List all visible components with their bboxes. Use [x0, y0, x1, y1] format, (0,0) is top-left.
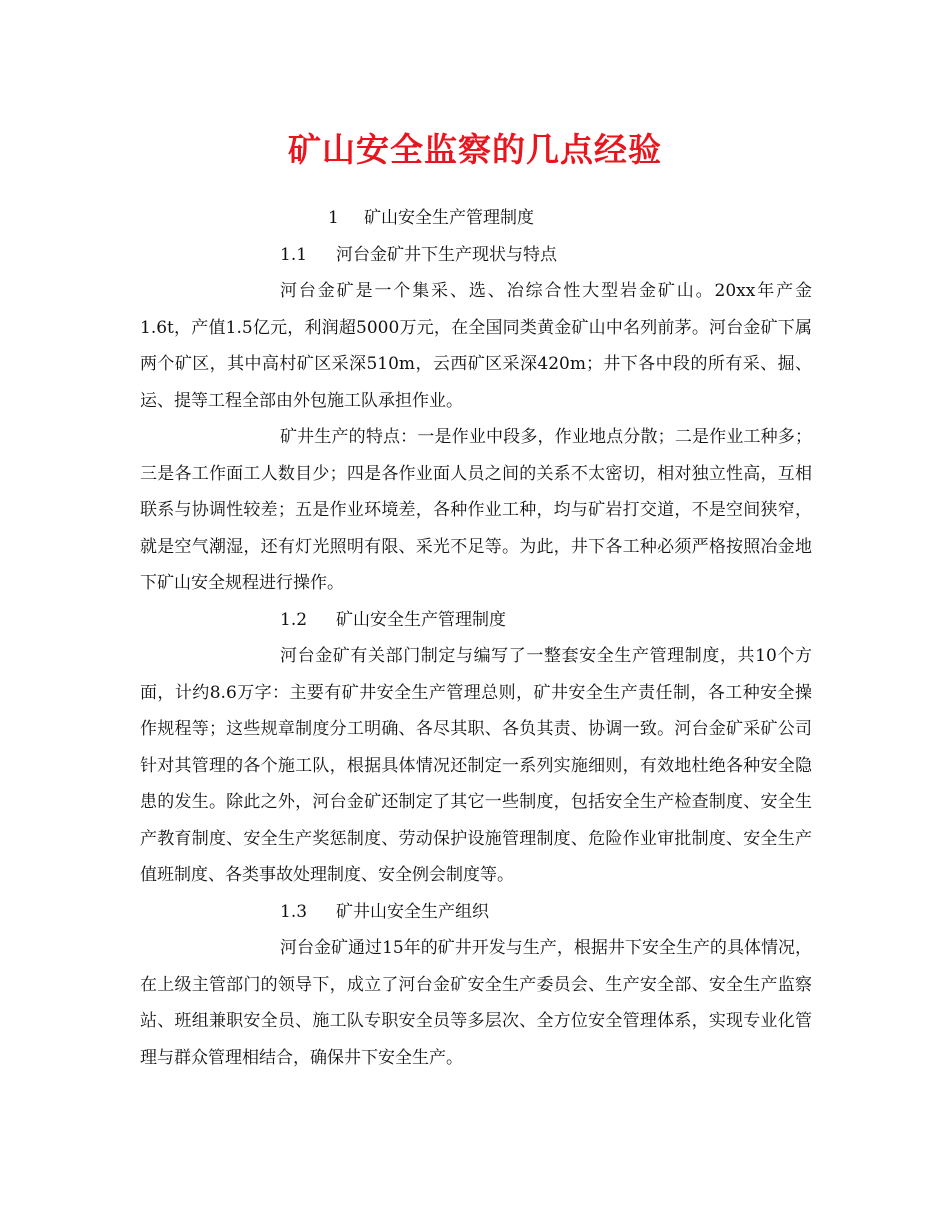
paragraph: 河台金矿是一个集采、选、冶综合性大型岩金矿山。20xx年产金1.6t，产值1.5亿元，利润超5000万元，在全国同类黄金矿山中名列前茅。河台金矿下属两个矿区，其中高村矿区采深510m，云西矿区采深420m；井下各中段的所有采、掘、运、提等工程全部由外包施工队承担作业。	[140, 281, 812, 411]
section-title: 矿山安全生产管理制度	[336, 609, 506, 630]
section-heading-1-2	[140, 602, 812, 639]
document-title: 矿山安全监察的几点经验	[288, 130, 662, 169]
section-number: 1.2	[280, 609, 308, 630]
section-title: 矿井山安全生产组织	[336, 901, 489, 922]
section-heading-1-3	[140, 894, 812, 931]
section-title: 河台金矿井下生产现状与特点	[336, 244, 557, 265]
section-number: 1	[328, 208, 339, 228]
paragraph: 矿井生产的特点：一是作业中段多，作业地点分散；二是作业工种多；三是各工作面工人数目少；四是各作业面人员之间的关系不太密切，相对独立性高，互相联系与协调性较差；五是作业环境差，各种作业工种，均与矿岩打交道，不是空间狭窄，就是空气潮湿，还有灯光照明有限、采光不足等。为此，井下各工种必须严格按照冶金地下矿山安全规程进行操作。	[140, 427, 812, 593]
section-heading-1	[140, 200, 812, 237]
section-title: 矿山安全生产管理制度	[364, 208, 534, 228]
paragraph: 河台金矿有关部门制定与编写了一整套安全生产管理制度，共10个方面，计约8.6万字：主要有矿井安全生产管理总则，矿井安全生产责任制，各工种安全操作规程等；这些规章制度分工明确、各尽其职、各负其责、协调一致。河台金矿采矿公司针对其管理的各个施工队，根据具体情况还制定一系列实施细则，有效地杜绝各种安全隐患的发生。除此之外，河台金矿还制定了其它一些制度，包括安全生产检查制度、安全生产教育制度、安全生产奖惩制度、劳动保护设施管理制度、危险作业审批制度、安全生产值班制度、各类事故处理制度、安全例会制度等。	[140, 646, 812, 885]
section-heading-1-1	[140, 237, 812, 274]
paragraph: 河台金矿通过15年的矿井开发与生产，根据井下安全生产的具体情况，在上级主管部门的领导下，成立了河台金矿安全生产委员会、生产安全部、安全生产监察站、班组兼职安全员、施工队专职安全员等多层次、全方位安全管理体系，实现专业化管理与群众管理相结合，确保井下安全生产。	[140, 938, 812, 1068]
section-number: 1.1	[280, 244, 308, 265]
document-body	[140, 200, 812, 1076]
section-number: 1.3	[280, 901, 308, 922]
